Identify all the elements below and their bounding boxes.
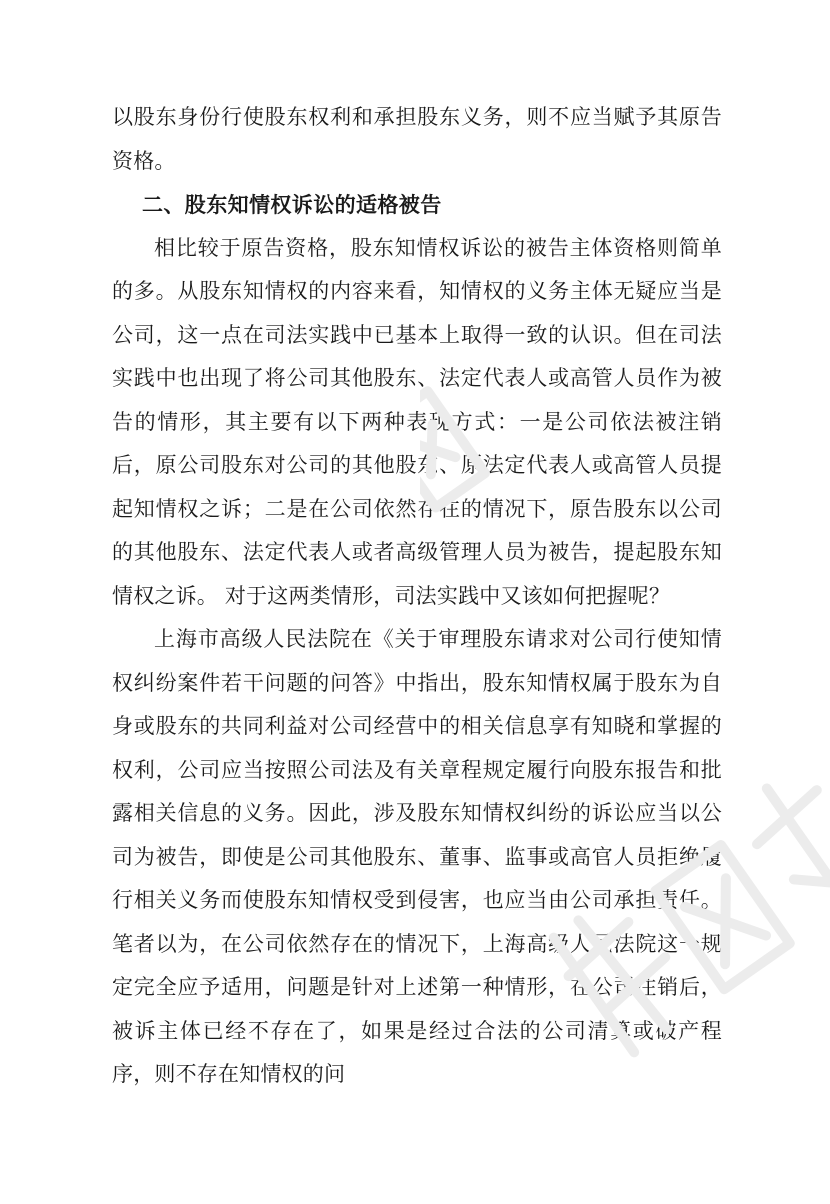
document-body <box>112 96 722 1097</box>
watermark-stroke <box>734 766 830 943</box>
paragraph-continuation: 以股东身份行使股东权利和承担股东义务，则不应当赋予其原告资格。 <box>112 105 722 173</box>
paragraph-defendant-qualification: 相比较于原告资格，股东知情权诉讼的被告主体资格则简单的多。从股东知情权的内容来看，知情权的义务主体无疑应当是公司，这一点在司法实践中已基本上取得一致的认识。但在司法实践中也出现了将公司其他股东、法定代表人或高管人员作为被告的情形，其主要有以下两种表现方式：一是公司依法被注销后，原公司股东对公司的其他股东、原法定代表人或高管人员提起知情权之诉；二是在公司依然存在的情况下，原告股东以公司的其他股东、法定代表人或者高级管理人员为被告，提起股东知情权之诉。 对于这两类情形，司法实践中又该如何把握呢？ <box>112 235 722 608</box>
paragraph-shanghai-court: 上海市高级人民法院在《关于审理股东请求对公司行使知情权纠纷案件若干问题的问答》中指出，股东知情权属于股东为自身或股东的共同利益对公司经营中的相关信息享有知晓和掌握的权利，公司应当按照公司法及有关章程规定履行向股东报告和批露相关信息的义务。因此，涉及股东知情权纠纷的诉讼应当以公司为被告，即使是公司其他股东、董事、监事或高官人员拒绝履行相关义务而使股东知情权受到侵害，也应当由公司承担责任。笔者以为，在公司依然存在的情况下，上海高级人民法院这一规定完全应予适用，问题是针对上述第一种情形，在公司注销后，被诉主体已经不存在了，如果是经过合法的公司清算或破产程序，则不存在知情权的问 <box>112 627 722 1086</box>
section-heading: 二、股东知情权诉讼的适格被告 <box>142 192 442 217</box>
